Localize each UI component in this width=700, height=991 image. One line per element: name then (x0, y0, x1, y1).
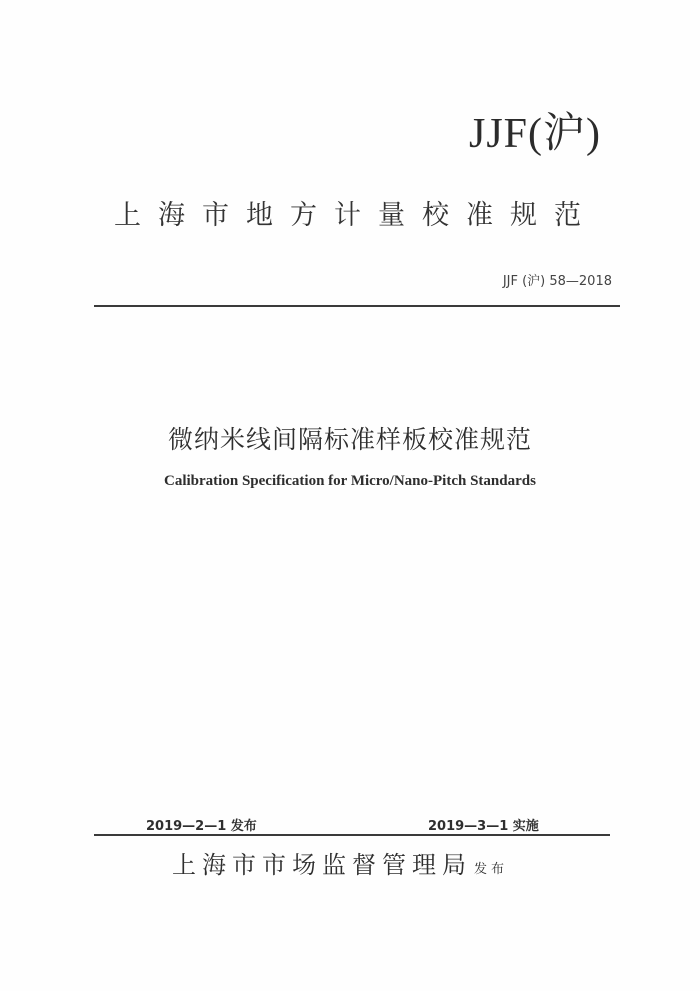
bottom-divider (94, 834, 610, 836)
series-title: 上海市地方计量校准规范 (114, 200, 598, 231)
effective-date: 2019—3—1 实施 (428, 819, 539, 834)
publisher-organization: 上海市市场监督管理局 (172, 851, 472, 879)
document-title-chinese: 微纳米线间隔标准样板校准规范 (167, 425, 532, 454)
publisher-suffix: 发布 (474, 862, 509, 877)
issue-date: 2019—2—1 发布 (146, 819, 257, 834)
publisher-line (172, 845, 508, 880)
top-divider (94, 305, 620, 307)
specification-code: JJF(沪) (468, 111, 601, 157)
standard-number: JJF (沪) 58—2018 (502, 274, 612, 289)
document-title-english: Calibration Specification for Micro/Nano-Pitch Standards (164, 473, 536, 489)
